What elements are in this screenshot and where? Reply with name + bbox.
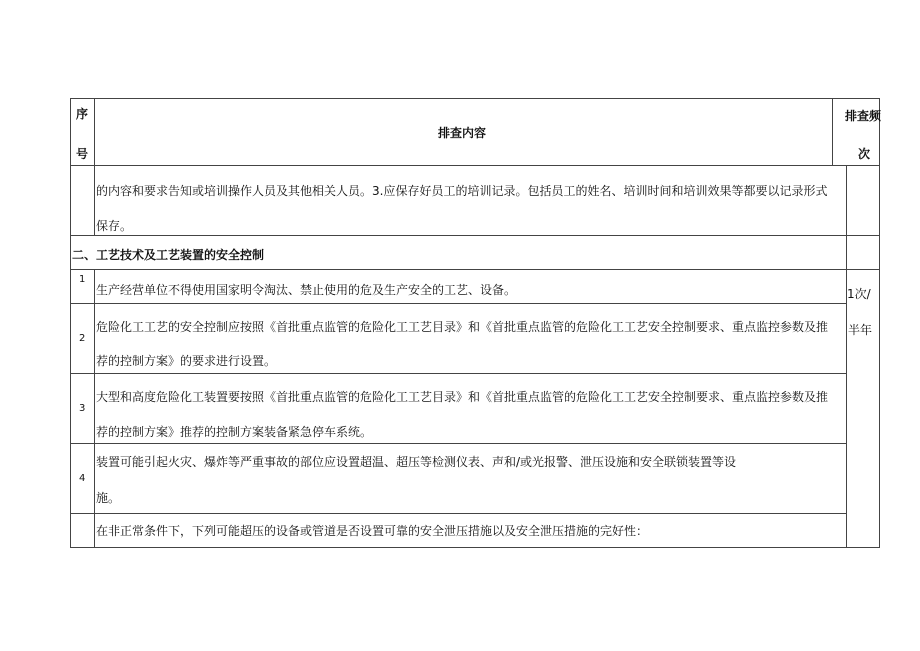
frequency-line2: 半年 bbox=[848, 323, 873, 337]
section-title: 二、工艺技术及工艺装置的安全控制 bbox=[72, 248, 265, 262]
header-content: 排查内容 bbox=[438, 126, 487, 140]
table-rule bbox=[70, 235, 880, 236]
table-border-left bbox=[70, 98, 71, 548]
row-3-text-line2: 荐的控制方案》推荐的控制方案装备紧急停车系统。 bbox=[96, 425, 373, 439]
header-frequency-line2: 次 bbox=[858, 147, 871, 161]
table-col-divider bbox=[846, 166, 847, 548]
table-border-right bbox=[879, 98, 880, 548]
table-rule bbox=[70, 165, 880, 166]
row-number: 4 bbox=[79, 473, 86, 484]
table-rule bbox=[70, 443, 846, 444]
row-number: 3 bbox=[79, 403, 86, 414]
row-3-text-line1: 大型和高度危险化工装置要按照《首批重点监管的危险化工工艺目录》和《首批重点监管的危险化工工艺安全控制要求、重点监控参数及推 bbox=[96, 390, 829, 404]
inspection-table bbox=[70, 98, 880, 548]
continuation-text-line2: 保存。 bbox=[96, 219, 133, 233]
row-5-text: 在非正常条件下，下列可能超压的设备或管道是否设置可靠的安全泄压措施以及安全泄压措施的完好性： bbox=[96, 524, 649, 538]
row-2-text-line1: 危险化工工艺的安全控制应按照《首批重点监管的危险化工工艺目录》和《首批重点监管的危险化工工艺安全控制要求、重点监控参数及推 bbox=[96, 320, 829, 334]
table-border-top bbox=[70, 98, 880, 99]
row-2-text-line2: 荐的控制方案》的要求进行设置。 bbox=[96, 354, 277, 368]
row-number: 2 bbox=[79, 333, 86, 344]
table-rule bbox=[70, 269, 880, 270]
header-seq-char1: 序 bbox=[76, 107, 89, 121]
table-col-divider bbox=[832, 98, 833, 166]
row-4-text-line1: 装置可能引起火灾、爆炸等严重事故的部位应设置超温、超压等检测仪表、声和/或光报警、泄压设施和安全联锁装置等设 bbox=[96, 455, 737, 469]
table-rule bbox=[70, 373, 846, 374]
table-rule bbox=[70, 513, 846, 514]
row-number: 1 bbox=[79, 274, 86, 285]
row-1-text: 生产经营单位不得使用国家明令淘汰、禁止使用的危及生产安全的工艺、设备。 bbox=[96, 283, 517, 297]
continuation-text-line1: 的内容和要求告知或培训操作人员及其他相关人员。3.应保存好员工的培训记录。包括员工的姓名、培训时间和培训效果等都要以记录形式 bbox=[96, 184, 828, 198]
header-frequency-line1: 排查频 bbox=[845, 109, 882, 123]
frequency-line1: 1次/ bbox=[847, 287, 871, 301]
table-col-divider bbox=[94, 269, 95, 548]
table-col-divider bbox=[94, 98, 95, 236]
table-border-bottom bbox=[70, 547, 880, 548]
row-4-text-line2: 施。 bbox=[96, 491, 121, 505]
table-rule bbox=[70, 303, 846, 304]
header-seq-char2: 号 bbox=[76, 147, 89, 161]
